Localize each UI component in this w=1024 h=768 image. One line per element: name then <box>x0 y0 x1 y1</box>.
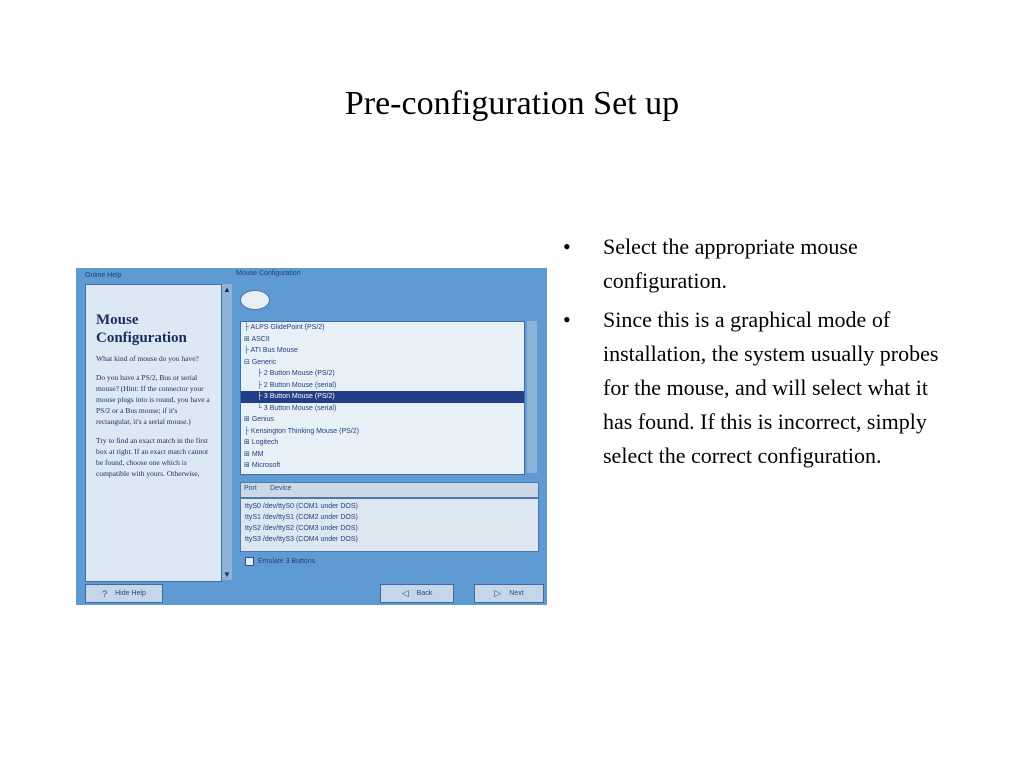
scroll-down-icon[interactable]: ▼ <box>223 570 231 579</box>
port-column-header[interactable]: Port <box>244 485 257 492</box>
online-help-label: Online Help <box>85 272 122 279</box>
tree-item[interactable]: ⊞ MM <box>244 450 264 458</box>
back-button[interactable] <box>380 584 454 603</box>
tree-item[interactable]: ⊞ ASCII <box>244 335 270 343</box>
mouse-type-tree[interactable] <box>240 321 525 475</box>
port-row[interactable]: ttyS0 /dev/ttyS0 (COM1 under DOS) <box>245 503 358 510</box>
tree-scrollbar[interactable] <box>527 321 537 473</box>
next-arrow-icon: ▷ <box>494 588 502 598</box>
back-label: Back <box>416 590 433 597</box>
help-icon: ? <box>102 588 108 599</box>
tree-item[interactable]: ├ ALPS GlidePoint (PS/2) <box>244 324 325 331</box>
bullet-item <box>563 303 943 473</box>
tree-item[interactable]: ⊞ Logitech <box>244 439 279 446</box>
tree-item[interactable]: ├ Kensington Thinking Mouse (PS/2) <box>244 427 359 435</box>
bullet-item <box>563 230 943 298</box>
port-row[interactable]: ttyS3 /dev/ttyS3 (COM4 under DOS) <box>245 536 358 543</box>
ports-header <box>240 482 539 498</box>
bullet-dot: • <box>563 234 571 259</box>
help-panel <box>85 284 222 582</box>
scroll-up-icon[interactable]: ▲ <box>223 285 231 294</box>
port-row[interactable]: ttyS1 /dev/ttyS1 (COM2 under DOS) <box>245 514 358 521</box>
help-paragraph: Do you have a PS/2, Bus or serial mouse? (Hint: If the connector your mouse plugs into is round, you have a PS/2 or a Bus mouse; if it's rectangular, it's a serial mouse.) <box>96 373 210 426</box>
next-button[interactable] <box>474 584 544 603</box>
help-paragraph: What kind of mouse do you have? <box>96 354 199 363</box>
tree-item[interactable]: └ 3 Button Mouse (serial) <box>257 404 337 412</box>
device-column-header[interactable]: Device <box>270 485 292 492</box>
hide-help-button[interactable] <box>85 584 163 603</box>
tree-item[interactable]: ├ 2 Button Mouse (PS/2) <box>257 370 335 377</box>
emulate-label: Emulate 3 Buttons <box>258 558 316 565</box>
next-label: Next <box>509 590 524 597</box>
mouse-icon <box>240 290 270 310</box>
emulate-3-buttons[interactable] <box>245 557 315 566</box>
bullet-list <box>563 230 953 478</box>
tree-item[interactable]: ⊞ Genius <box>244 416 274 423</box>
emulate-checkbox[interactable] <box>245 557 254 566</box>
slide-title: Pre-configuration Set up <box>344 85 680 122</box>
back-arrow-icon: ◁ <box>401 588 409 598</box>
tree-item[interactable]: ⊟ Generic <box>244 358 277 366</box>
bullet-text: Select the appropriate mouse configuration. <box>603 234 858 293</box>
mouse-config-label: Mouse Configuration <box>236 270 301 277</box>
ports-list[interactable] <box>240 498 539 552</box>
port-row[interactable]: ttyS2 /dev/ttyS2 (COM3 under DOS) <box>245 525 358 532</box>
bullet-text: Since this is a graphical mode of installation, the system usually probes for the mouse, and will select what it has found. If this is incorrect, simply select the correct configuration. <box>603 307 939 468</box>
help-paragraph: Try to find an exact match in the first box at right. If an exact match cannot be found, choose one which is compatible with yours. Otherwise, <box>96 436 209 478</box>
tree-item-selected[interactable]: ├ 3 Button Mouse (PS/2) <box>241 391 524 403</box>
tree-item[interactable]: ⊞ Microsoft <box>244 462 281 469</box>
tree-item[interactable]: ├ ATI Bus Mouse <box>244 347 298 354</box>
help-heading: Mouse Configuration <box>96 312 187 346</box>
installer-screenshot <box>76 268 547 605</box>
bullet-dot: • <box>563 307 571 332</box>
help-scrollbar[interactable] <box>221 284 232 580</box>
hide-help-label: Hide Help <box>115 590 146 597</box>
tree-item[interactable]: ├ 2 Button Mouse (serial) <box>257 381 337 389</box>
